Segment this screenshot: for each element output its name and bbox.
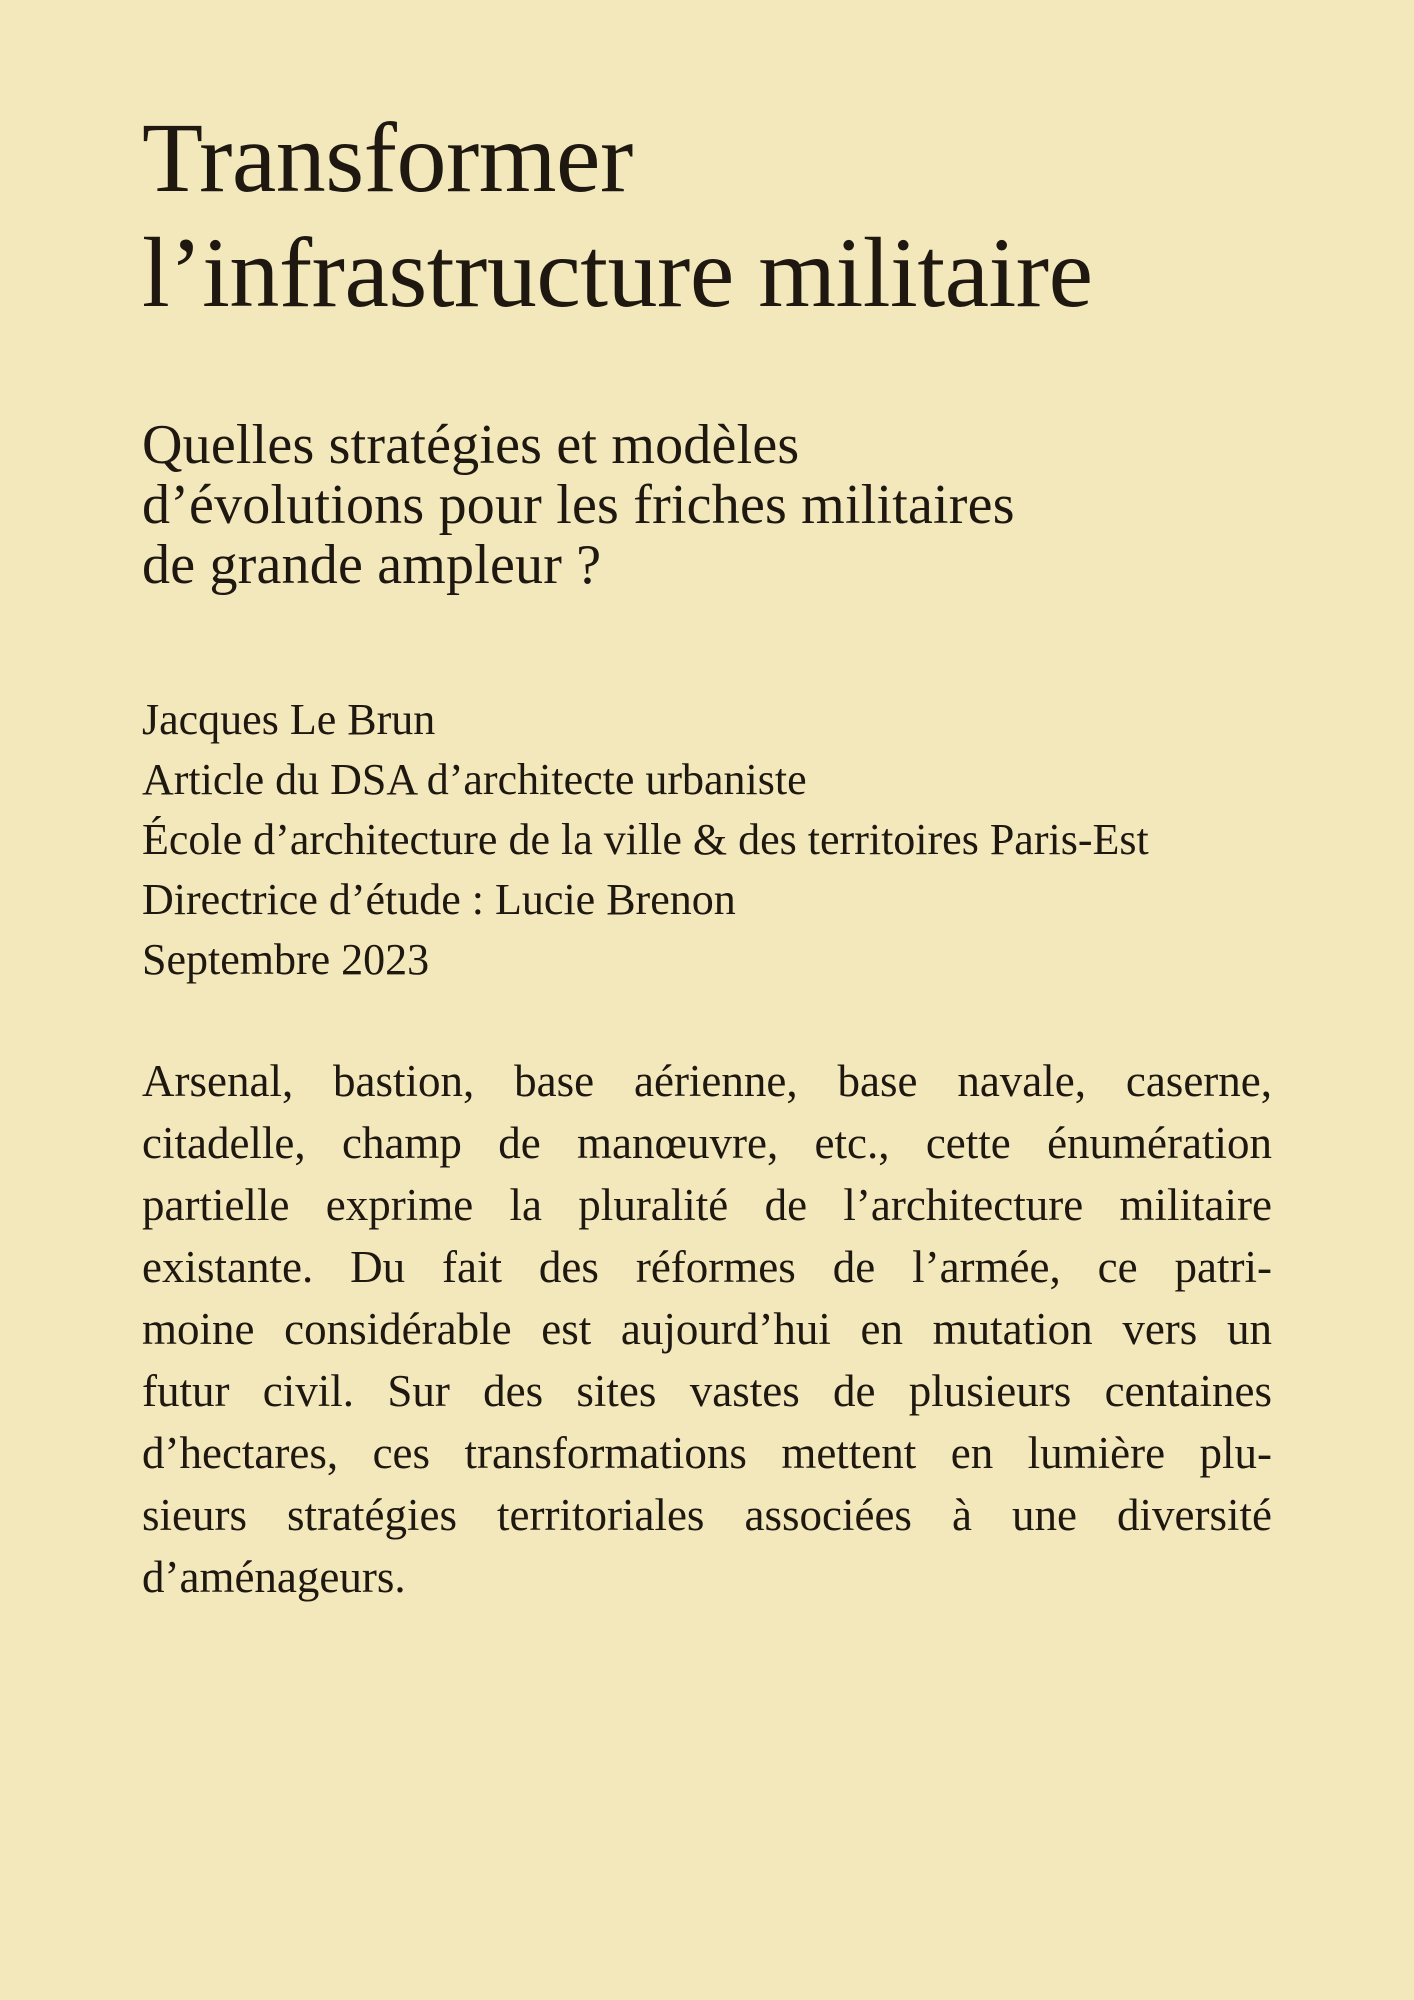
article-type: Article du DSA d’architecte urbaniste xyxy=(142,755,807,804)
abstract-line: citadelle, champ de manœuvre, etc., cette énumération xyxy=(142,1118,1272,1168)
article-subtitle-line: Quelles stratégies et modèles xyxy=(142,414,800,476)
article-subtitle-line: d’évolutions pour les friches militaires xyxy=(142,474,1015,536)
article-title-line: l’infrastructure militaire xyxy=(142,217,1093,328)
publication-date: Septembre 2023 xyxy=(142,935,430,984)
article-title xyxy=(142,0,1272,330)
article-title-line: Transformer xyxy=(142,102,633,213)
study-director: Directrice d’étude : Lucie Brenon xyxy=(142,875,736,924)
article-subtitle xyxy=(142,415,1272,595)
abstract-line: moine considérable est aujourd’hui en mutation vers un xyxy=(142,1304,1272,1354)
abstract-line: d’hectares, ces transformations mettent en lumière plu- xyxy=(142,1428,1272,1478)
abstract-line: existante. Du fait des réformes de l’armée, ce patri- xyxy=(142,1242,1272,1292)
school-name: École d’architecture de la ville & des territoires Paris-Est xyxy=(142,815,1149,864)
abstract-line: Arsenal, bastion, base aérienne, base navale, caserne, xyxy=(142,1056,1272,1106)
author-name: Jacques Le Brun xyxy=(142,695,436,744)
abstract-paragraph xyxy=(142,1050,1272,1608)
abstract-line: partielle exprime la pluralité de l’architecture militaire xyxy=(142,1180,1272,1230)
abstract-line: d’aménageurs. xyxy=(142,1552,406,1602)
byline-block xyxy=(142,690,1272,990)
abstract-line: futur civil. Sur des sites vastes de plusieurs centaines xyxy=(142,1366,1272,1416)
abstract-line: sieurs stratégies territoriales associées à une diversité xyxy=(142,1490,1272,1540)
article-subtitle-line: de grande ampleur ? xyxy=(142,534,602,596)
